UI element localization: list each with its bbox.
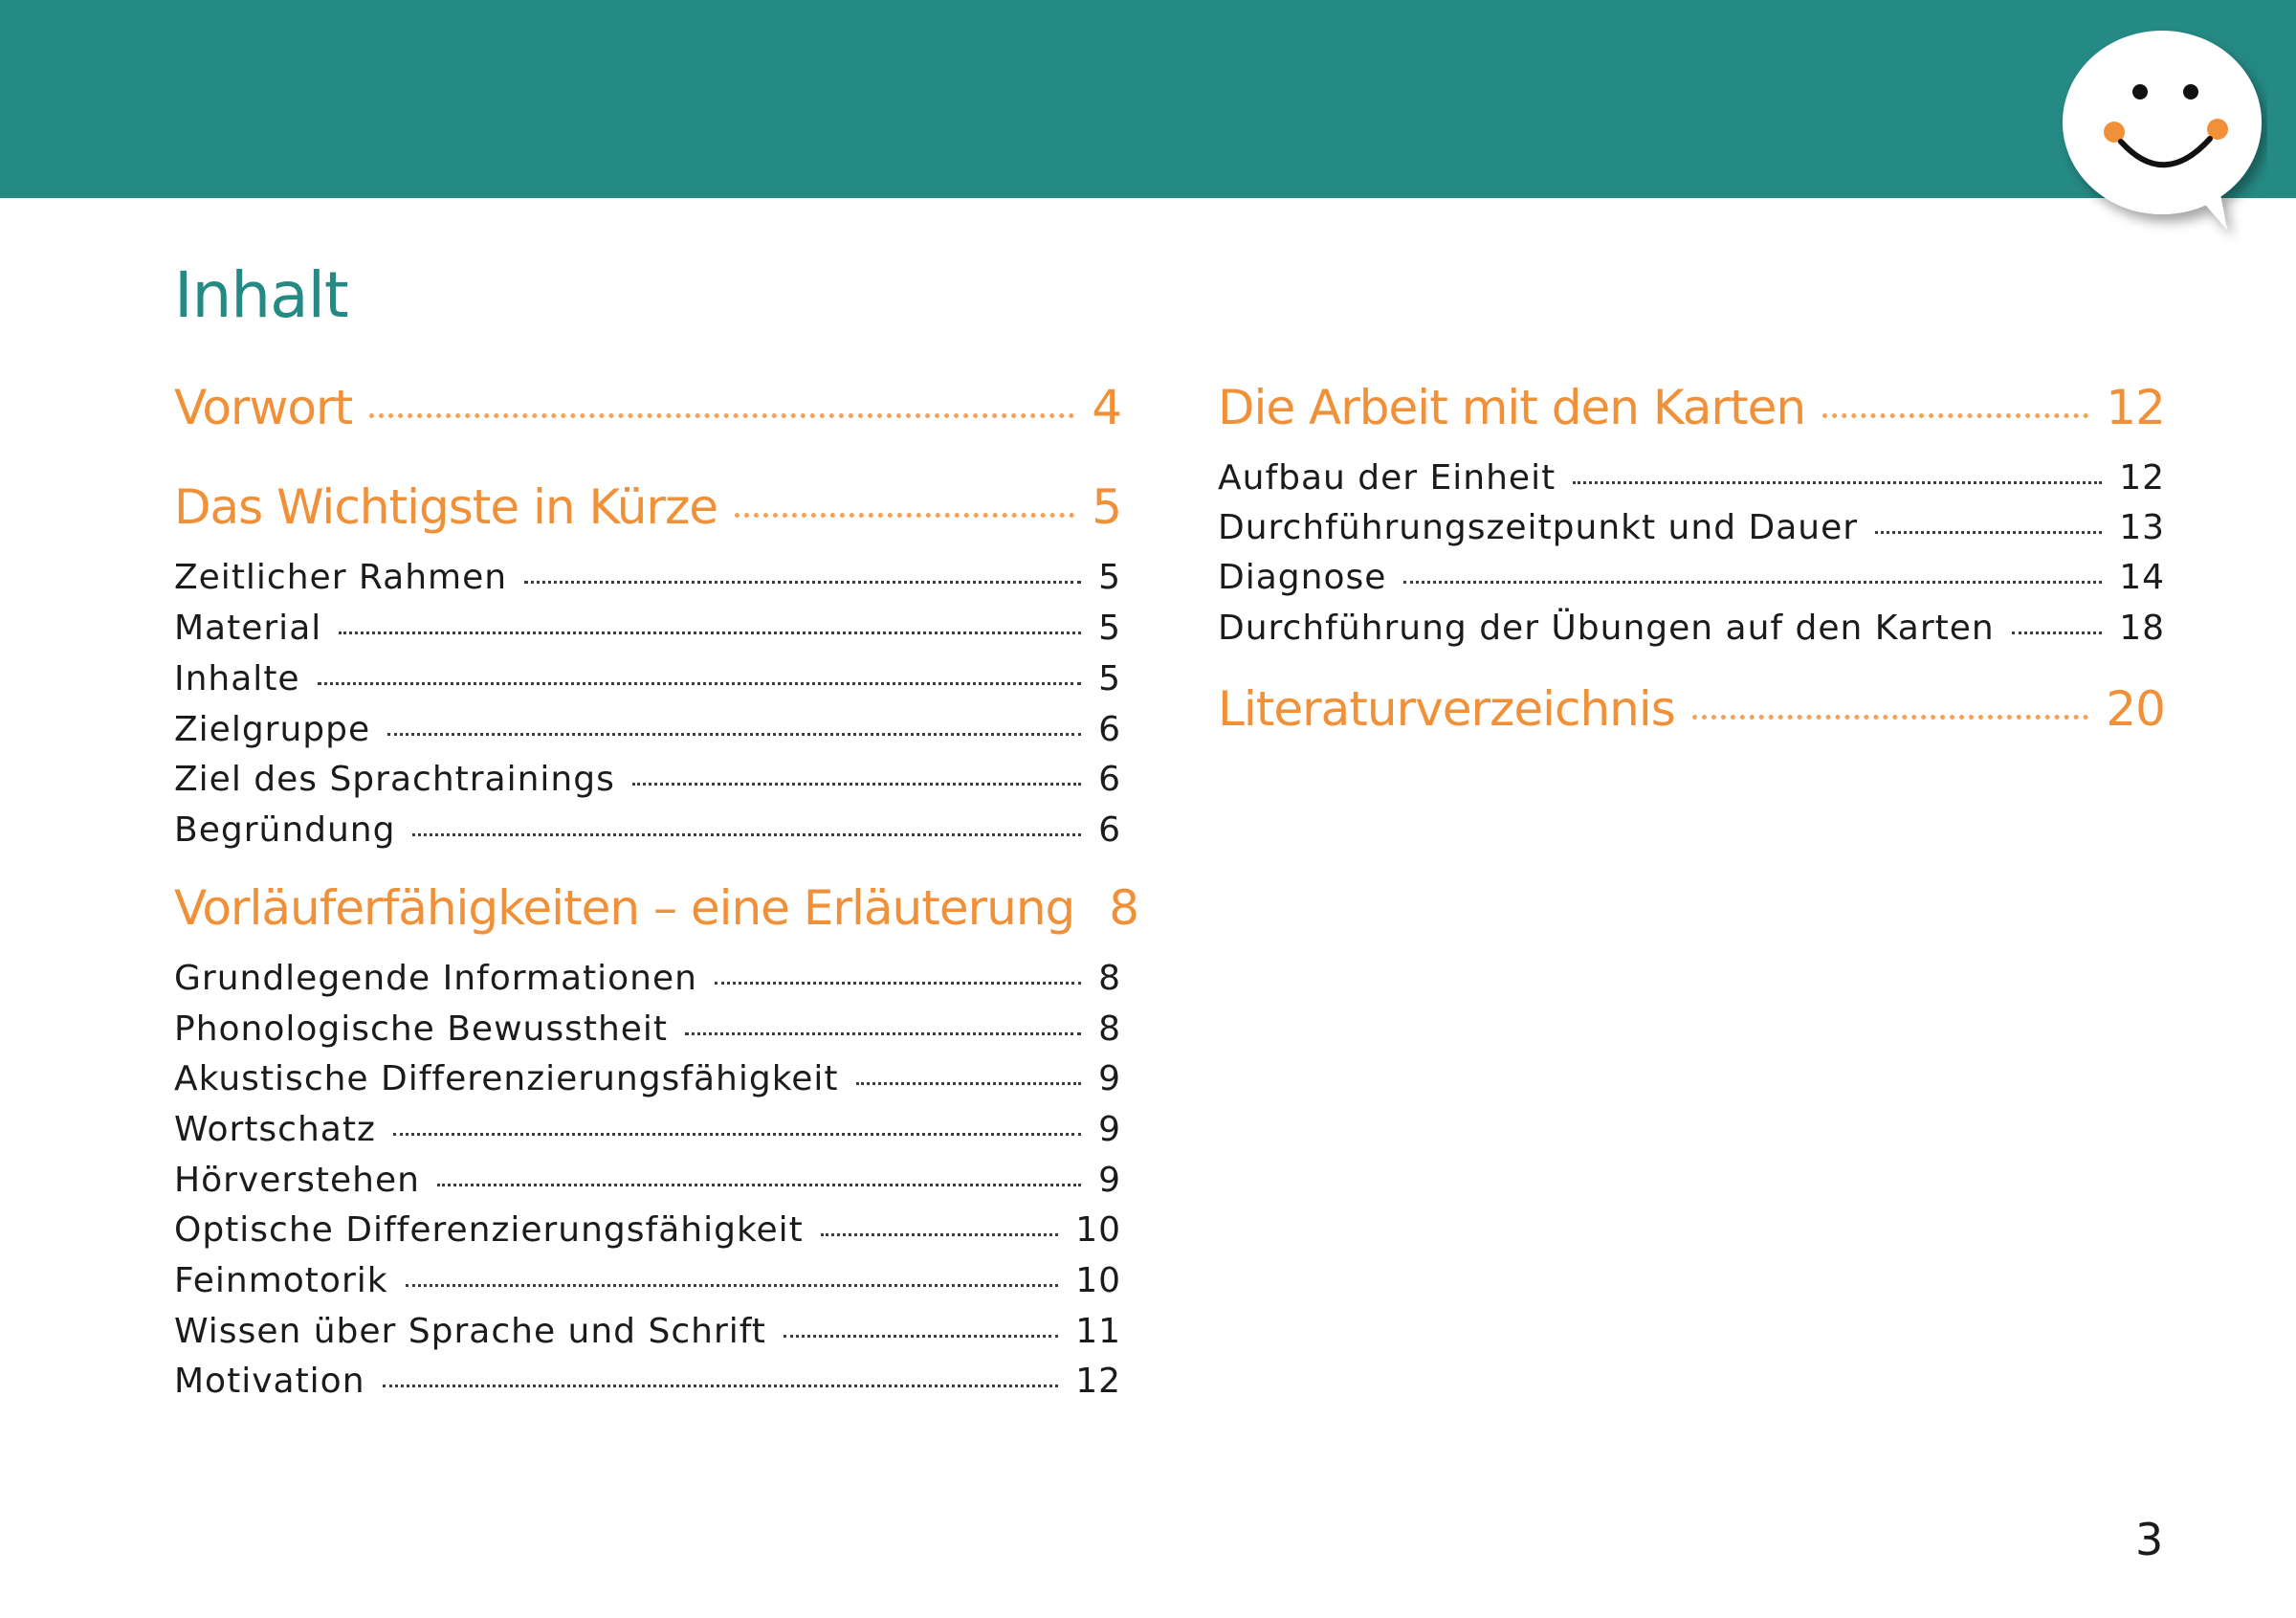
dot-leader [387, 733, 1081, 736]
toc-entry-page: 5 [1098, 609, 1121, 648]
toc-entry-label: Wortschatz [174, 1110, 376, 1149]
toc-entry[interactable] [174, 1009, 1121, 1057]
toc-entry-page: 12 [2119, 458, 2165, 498]
toc-entry[interactable] [1218, 609, 2165, 656]
toc-section-heading[interactable] [174, 880, 1139, 942]
toc-entry-page: 10 [1075, 1261, 1121, 1300]
dot-leader [821, 1233, 1058, 1236]
toc-entry-page: 12 [2106, 380, 2165, 435]
dot-leader [2012, 632, 2102, 634]
toc-entry-label: Zielgruppe [174, 710, 371, 749]
toc-entry-page: 6 [1098, 810, 1121, 850]
toc-entry-label: Motivation [174, 1362, 365, 1401]
toc-entry[interactable] [174, 760, 1121, 808]
toc-entry-label: Akustische Differenzierungsfähigkeit [174, 1059, 839, 1098]
dot-leader [1573, 481, 2102, 484]
smiley-speech-bubble-icon [2057, 27, 2267, 247]
toc-entry[interactable] [174, 710, 1121, 758]
dot-leader [406, 1284, 1059, 1287]
toc-entry-label: Die Arbeit mit den Karten [1218, 380, 1806, 435]
dot-leader [1875, 531, 2102, 534]
dot-leader [318, 682, 1082, 685]
toc-entry-page: 9 [1098, 1161, 1121, 1200]
toc-entry-page: 9 [1098, 1059, 1121, 1098]
toc-entry-page: 12 [1075, 1362, 1121, 1401]
toc-entry-page: 14 [2119, 558, 2165, 597]
toc-entry-label: Wissen über Sprache und Schrift [174, 1312, 766, 1351]
toc-entry[interactable] [174, 659, 1121, 707]
dot-leader [1692, 715, 2089, 720]
dot-leader [339, 632, 1081, 634]
toc-section-heading[interactable] [174, 380, 1121, 441]
toc-entry[interactable] [174, 1059, 1121, 1107]
toc-entry-label: Vorläuferfähigkeiten – eine Erläuterung [174, 880, 1075, 936]
toc-entry[interactable] [174, 810, 1121, 858]
dot-leader [383, 1385, 1059, 1387]
toc-section-heading[interactable] [1218, 681, 2165, 743]
toc-entry-page: 5 [1098, 659, 1121, 698]
toc-entry-label: Optische Differenzierungsfähigkeit [174, 1210, 804, 1250]
toc-entry-label: Zeitlicher Rahmen [174, 558, 508, 597]
toc-entry-page: 5 [1098, 558, 1121, 597]
toc-entry-page: 18 [2119, 609, 2165, 648]
toc-entry-label: Material [174, 609, 322, 648]
toc-section-heading[interactable] [1218, 380, 2165, 441]
toc-entry[interactable] [174, 1210, 1121, 1258]
toc-entry[interactable] [174, 609, 1121, 656]
toc-entry[interactable] [174, 1362, 1121, 1409]
toc-entry-label: Phonologische Bewusstheit [174, 1009, 669, 1049]
toc-entry-label: Begründung [174, 810, 396, 850]
toc-entry-page: 8 [1109, 880, 1139, 936]
toc-entry[interactable] [1218, 458, 2165, 506]
toc-entry-label: Grundlegende Informationen [174, 959, 697, 998]
toc-entry-page: 9 [1098, 1110, 1121, 1149]
toc-entry-label: Literaturverzeichnis [1218, 681, 1675, 737]
toc-entry[interactable] [174, 1110, 1121, 1158]
toc-entry-label: Durchführung der Übungen auf den Karten [1218, 609, 1995, 648]
page-number: 3 [2135, 1514, 2164, 1565]
toc-entry-page: 13 [2119, 508, 2165, 547]
toc-entry-page: 8 [1098, 959, 1121, 998]
toc-entry-label: Durchführungszeitpunkt und Dauer [1218, 508, 1859, 547]
toc-entry-label: Vorwort [174, 380, 353, 435]
toc-entry-page: 6 [1098, 710, 1121, 749]
dot-leader [735, 513, 1074, 518]
dot-leader [715, 982, 1081, 985]
toc-entry[interactable] [174, 558, 1121, 606]
dot-leader [685, 1032, 1081, 1035]
dot-leader [1403, 581, 2102, 584]
toc-entry-label: Inhalte [174, 659, 300, 698]
toc-entry-page: 10 [1075, 1210, 1121, 1250]
toc-entry[interactable] [1218, 508, 2165, 556]
dot-leader [437, 1184, 1081, 1186]
toc-entry[interactable] [174, 1261, 1121, 1309]
dot-leader [369, 413, 1074, 418]
toc-entry[interactable] [1218, 558, 2165, 606]
toc-entry-page: 8 [1098, 1009, 1121, 1049]
header-banner [0, 0, 2296, 198]
toc-entry-label: Hörverstehen [174, 1161, 420, 1200]
dot-leader [856, 1082, 1082, 1085]
toc-entry-page: 20 [2106, 681, 2165, 737]
dot-leader [393, 1133, 1081, 1136]
toc-entry-page: 11 [1075, 1312, 1121, 1351]
toc-entry-page: 4 [1092, 380, 1121, 435]
dot-leader [632, 783, 1081, 786]
dot-leader [784, 1335, 1058, 1338]
toc-entry-label: Diagnose [1218, 558, 1387, 597]
toc-entry-page: 6 [1098, 760, 1121, 799]
toc-entry-label: Ziel des Sprachtrainings [174, 760, 615, 799]
dot-leader [524, 581, 1081, 584]
toc-entry-label: Das Wichtigste in Kürze [174, 479, 718, 535]
toc-entry[interactable] [174, 959, 1121, 1007]
dot-leader [412, 833, 1081, 836]
dot-leader [1822, 413, 2088, 418]
toc-entry-page: 5 [1092, 479, 1121, 535]
toc-entry-label: Feinmotorik [174, 1261, 388, 1300]
toc-section-heading[interactable] [174, 479, 1121, 541]
toc-entry-label: Aufbau der Einheit [1218, 458, 1556, 498]
toc-entry[interactable] [174, 1161, 1121, 1208]
toc-entry[interactable] [174, 1312, 1121, 1360]
page-title: Inhalt [174, 258, 348, 332]
